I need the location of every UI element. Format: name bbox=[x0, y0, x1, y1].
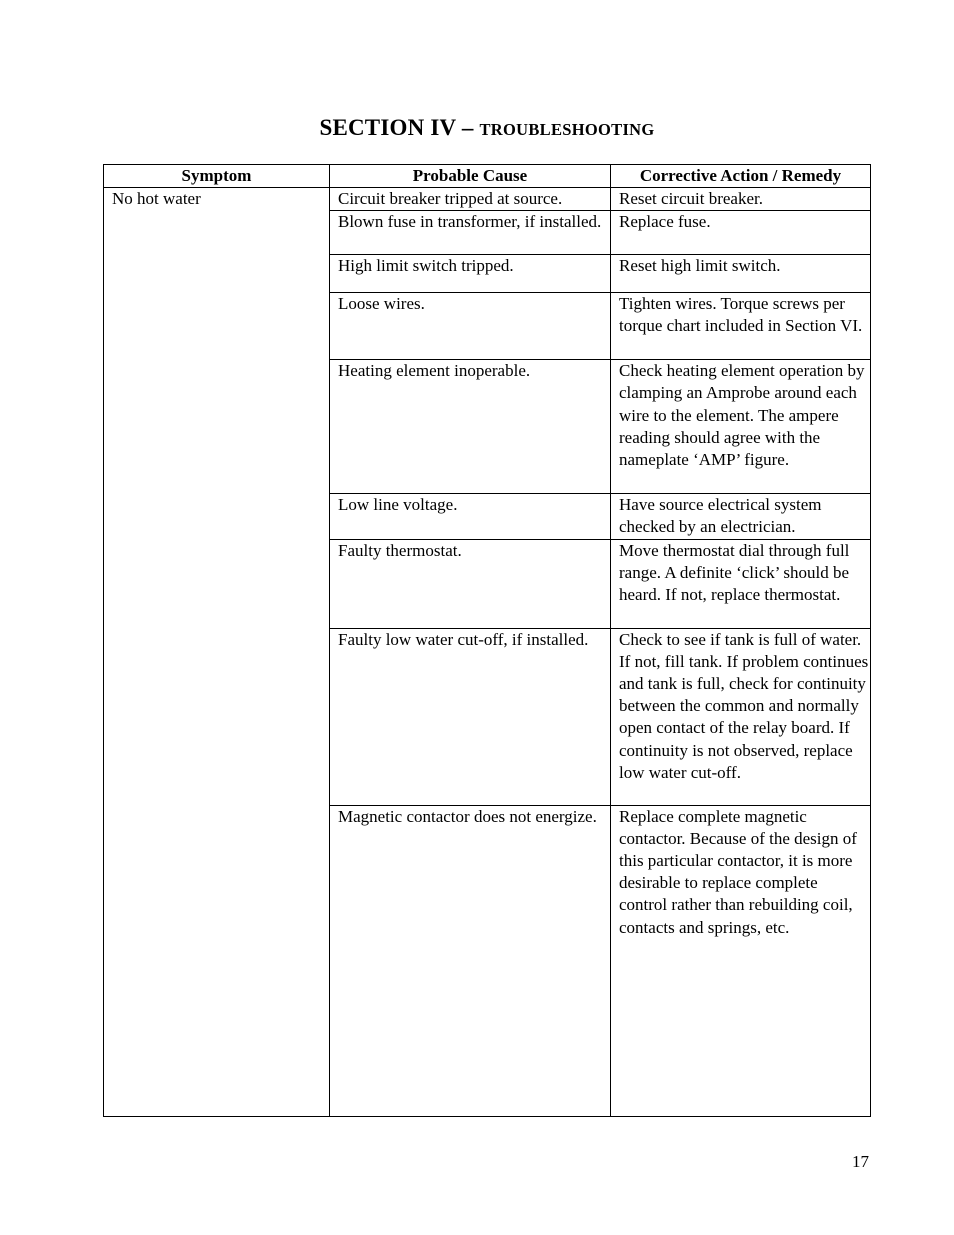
troubleshooting-table bbox=[103, 164, 871, 1117]
cause-cell: Loose wires. bbox=[330, 293, 611, 360]
cause-cell: Heating element inoperable. bbox=[330, 360, 611, 494]
remedy-cell: Move thermostat dial through full range. A definite ‘click’ should be heard. If not, replace thermostat. bbox=[611, 539, 871, 628]
section-label: SECTION IV – bbox=[319, 115, 480, 140]
section-title: TROUBLESHOOTING bbox=[479, 120, 655, 139]
remedy-cell: Check heating element operation by clamping an Amprobe around each wire to the element. The ampere reading should agree with the nameplate ‘AMP’ figure. bbox=[611, 360, 871, 494]
remedy-cell: Reset high limit switch. bbox=[611, 255, 871, 293]
table-header-row bbox=[104, 165, 871, 188]
remedy-cell: Reset circuit breaker. bbox=[611, 188, 871, 211]
cause-cell: Blown fuse in transformer, if installed. bbox=[330, 211, 611, 255]
header-corrective-action: Corrective Action / Remedy bbox=[611, 165, 871, 188]
remedy-cell: Tighten wires. Torque screws per torque chart included in Section VI. bbox=[611, 293, 871, 360]
remedy-cell: Replace complete magnetic contactor. Because of the design of this particular contactor, it is more desirable to replace complete control rather than rebuilding coil, contacts and springs, etc. bbox=[611, 805, 871, 1116]
cause-cell: Faulty thermostat. bbox=[330, 539, 611, 628]
cause-cell: Magnetic contactor does not energize. bbox=[330, 805, 611, 1116]
table-row bbox=[104, 188, 871, 211]
remedy-cell: Replace fuse. bbox=[611, 211, 871, 255]
remedy-cell: Have source electrical system checked by an electrician. bbox=[611, 494, 871, 539]
page-title bbox=[0, 114, 954, 144]
symptom-cell: No hot water bbox=[104, 188, 330, 1117]
remedy-cell: Check to see if tank is full of water. If not, fill tank. If problem continues and tank is full, check for continuity between the common and normally open contact of the relay board. If continuity is not observed, replace low water cut-off. bbox=[611, 628, 871, 805]
page-number: 17 bbox=[852, 1152, 869, 1171]
cause-cell: Low line voltage. bbox=[330, 494, 611, 539]
header-probable-cause: Probable Cause bbox=[330, 165, 611, 188]
header-symptom: Symptom bbox=[104, 165, 330, 188]
cause-cell: Faulty low water cut-off, if installed. bbox=[330, 628, 611, 805]
cause-cell: High limit switch tripped. bbox=[330, 255, 611, 293]
cause-cell: Circuit breaker tripped at source. bbox=[330, 188, 611, 211]
